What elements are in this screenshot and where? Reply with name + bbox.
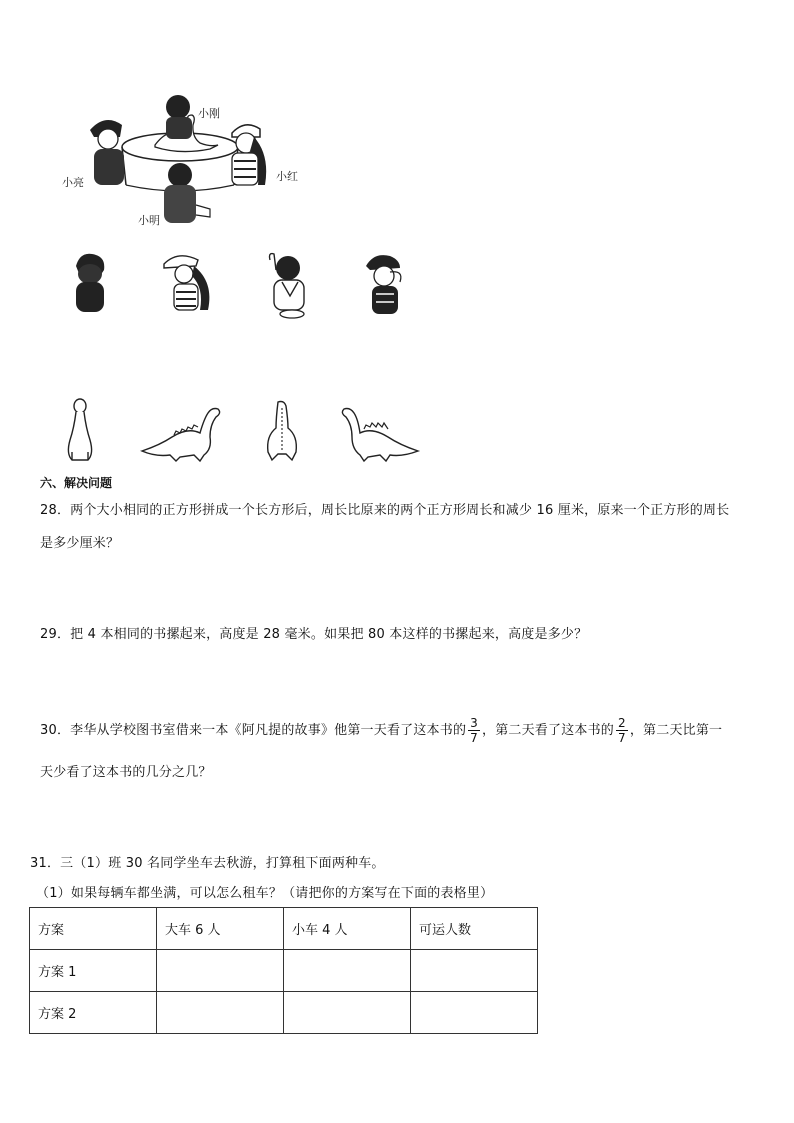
dinosaur-side-view-right-icon [340,405,420,463]
label-xiaoliang: 小亮 [62,176,84,189]
child-view-4 [360,252,408,324]
row-1-plan-label: 方案 1 [30,950,157,992]
row-2-small-bus-cell[interactable] [284,992,411,1034]
child-view-1 [70,252,110,318]
fraction-1-numerator: 3 [470,716,478,730]
child-cap-side-view-icon [160,252,216,314]
question-31-sub-1: （1）如果每辆车都坐满，可以怎么租车？（请把你的方案写在下面的表格里） [36,886,494,901]
dinosaur-view-3 [262,400,302,468]
fraction-two-sevenths [616,716,628,745]
fraction-three-sevenths [468,716,480,745]
header-capacity: 可运人数 [411,908,538,950]
question-30-text-part-2: ，第二天看了这本书的 [482,723,615,738]
child-waving-back-view-icon [262,252,312,320]
dinosaur-view-2 [140,405,228,467]
question-30-line-1 [40,716,722,745]
question-29-line-1: 29．把 4 本相同的书摞起来，高度是 28 毫米。如果把 80 本这样的书摞起来，高度是多少？ [40,627,588,642]
table-scene-drawing [60,85,320,230]
row-1-big-bus-cell[interactable] [157,950,284,992]
child-back-view-icon [70,252,110,314]
label-xiaogang: 小刚 [198,107,220,120]
dinosaur-back-view-icon [262,400,302,464]
row-2-capacity-cell[interactable] [411,992,538,1034]
row-1-small-bus-cell[interactable] [284,950,411,992]
header-small-bus: 小车 4 人 [284,908,411,950]
plan-table [29,907,538,1034]
question-31-line-1: 31．三（1）班 30 名同学坐车去秋游，打算租下面两种车。 [30,856,385,871]
child-cap-front-view-icon [360,252,408,320]
fraction-1-denominator: 7 [470,731,478,745]
child-view-3 [262,252,312,324]
label-xiaohong: 小红 [276,170,298,183]
dinosaur-side-view-left-icon [140,405,228,463]
question-30-text-part-3: ，第二天比第一 [629,723,723,738]
dinosaur-view-4 [340,405,420,467]
dinosaur-view-1 [62,398,98,468]
table-header-row [30,908,538,950]
row-1-capacity-cell[interactable] [411,950,538,992]
row-2-plan-label: 方案 2 [30,992,157,1034]
section-title: 六、解决问题 [40,476,113,490]
table-row [30,950,538,992]
child-view-2 [160,252,216,318]
question-30-text-part-1: 30．李华从学校图书室借来一本《阿凡提的故事》他第一天看了这本书的 [40,723,467,738]
label-xiaoming: 小明 [138,214,160,227]
dinosaur-front-view-icon [62,398,98,464]
question-28-line-1: 28．两个大小相同的正方形拼成一个长方形后，周长比原来的两个正方形周长和减少 16 厘米，原来一个正方形的周长 [40,503,730,518]
fraction-2-denominator: 7 [618,731,626,745]
question-28-line-2: 是多少厘米？ [40,536,120,551]
question-30-line-2: 天少看了这本书的几分之几？ [40,765,212,780]
scene-illustration [60,85,320,230]
header-big-bus: 大车 6 人 [157,908,284,950]
table-row [30,992,538,1034]
header-plan: 方案 [30,908,157,950]
row-2-big-bus-cell[interactable] [157,992,284,1034]
fraction-2-numerator: 2 [618,716,626,730]
